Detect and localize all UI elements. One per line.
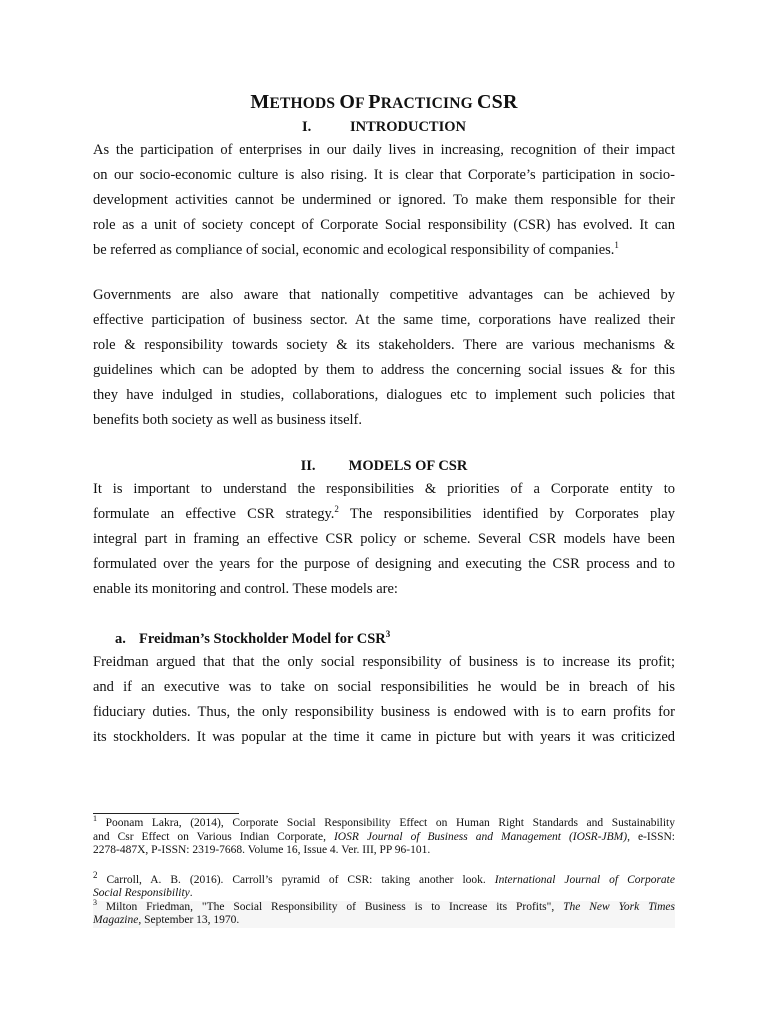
text-line: Governments are also aware that nationally competitive advantages can be achieved by (93, 287, 675, 303)
footnote-line: 2278-487X, P-ISSN: 2319-7668. Volume 16, Issue 4. Ver. III, PP 96-101. (93, 844, 431, 856)
paragraph-introduction-2 (93, 283, 675, 433)
text-line (93, 238, 675, 263)
text-line: fiduciary duties. Thus, the only responsibility business is endowed with is to earn profits for (93, 704, 675, 720)
text-line: role & responsibility towards society & its stakeholders. There are various mechanisms & (93, 337, 675, 353)
page-title (93, 88, 675, 116)
footnote-text: Milton Friedman, "The Social Responsibility of Business is to Increase its Profits", (97, 900, 564, 913)
text-line: formulated over the years for the purpose of designing and executing the CSR process and to (93, 556, 675, 572)
text-line: guidelines which can be adopted by them to address the concerning social issues & for this (93, 362, 675, 378)
text-line: It is important to understand the responsibilities & priorities of a Corporate entity to (93, 481, 675, 497)
footnote-line (93, 897, 675, 915)
text-line: and if an executive was to take on social responsibilities he would be in breach of his (93, 679, 675, 695)
title-part: RACTICING (380, 95, 477, 112)
text-line: on our socio-economic culture is also rising. It is clear that Corporate’s participation in socio- (93, 167, 675, 183)
text-line: effective participation of business sector. At the same time, corporations have realized their (93, 312, 675, 328)
text-line: benefits both society as well as business itself. (93, 412, 363, 428)
text-line: integral part in framing an effective CSR policy or scheme. Several CSR models have been (93, 531, 675, 547)
footnote-separator (93, 813, 239, 814)
footnote-ref-2[interactable]: 2 (334, 504, 339, 515)
footnote-ref-1[interactable]: 1 (614, 240, 619, 251)
text-line-content: be referred as compliance of social, economic and ecological responsibility of companies. (93, 242, 615, 258)
footnote-journal: Magazine (93, 914, 139, 926)
text-line: As the participation of enterprises in our daily lives in increasing, recognition of their impact (93, 142, 675, 158)
text-line: its stockholders. It was popular at the time it came in picture but with years it was criticized (93, 729, 675, 745)
footnote-text: , September 13, 1970. (138, 914, 240, 926)
footnote-1 (93, 814, 675, 858)
title-part: ETHODS (269, 95, 340, 112)
footnote-mark: 1 (93, 814, 97, 824)
subsection-heading-freidman (115, 628, 675, 650)
footnote-2 (93, 869, 675, 901)
section-heading-models (93, 455, 675, 477)
footnote-mark: 2 (93, 869, 98, 880)
footnote-journal: International Journal of Corporate (494, 873, 675, 886)
paragraph-freidman (93, 650, 675, 750)
paragraph-introduction-1 (93, 138, 675, 263)
title-part: F (355, 95, 369, 112)
section-heading-text: INTRODUCTION (349, 119, 466, 135)
text-line-content: formulate an effective CSR strategy. (93, 506, 335, 522)
section-heading-text: MODELS OF CSR (348, 458, 468, 474)
footnote-line (93, 914, 675, 928)
section-heading-introduction (93, 116, 675, 138)
text-line: role as a unit of society concept of Corporate Social responsibility (CSR) has evolved. It can (93, 217, 675, 233)
subsection-heading-text: Freidman’s Stockholder Model for CSR (139, 631, 386, 647)
title-part: O (339, 91, 356, 113)
title-part: M (250, 91, 270, 113)
text-line-content: The responsibilities identified by Corporates play (338, 506, 675, 522)
title-part: P (368, 91, 381, 113)
text-line: Freidman argued that that the only social responsibility of business is to increase its profit; (93, 654, 675, 670)
footnote-ref-3[interactable]: 3 (385, 629, 391, 640)
footnote-line (93, 869, 675, 888)
document-page (93, 88, 675, 750)
text-line: enable its monitoring and control. These models are: (93, 581, 398, 597)
footnote-text: Carroll, A. B. (2016). Carroll’s pyramid of CSR: taking another look. (97, 873, 495, 886)
footnote-mark: 3 (93, 897, 97, 907)
title-part: CSR (477, 91, 518, 113)
footnote-journal: The New York Times (563, 900, 675, 913)
footnote-text: , e-ISSN: (627, 830, 675, 843)
footnote-journal: IOSR Journal of Business and Management (IOSR-JBM) (333, 830, 628, 843)
footnote-3 (93, 897, 675, 928)
section-number: II. (300, 458, 316, 474)
text-line: development activities cannot be undermined or ignored. To make them responsible for their (93, 192, 675, 208)
footnote-line (93, 887, 675, 901)
footnotes (93, 814, 675, 928)
paragraph-models-1 (93, 477, 675, 602)
footnote-text: . (189, 887, 193, 899)
footnote-text: and Csr Effect on Various Indian Corporate, (93, 830, 334, 843)
footnote-line (93, 831, 675, 845)
footnote-line (93, 814, 675, 831)
footnote-journal: Social Responsibility (93, 887, 190, 899)
text-line: they have indulged in studies, collaborations, dialogues etc to implement such policies that (93, 387, 675, 403)
subsection-letter: a. (115, 631, 126, 647)
text-line (93, 502, 675, 527)
footnote-text: Poonam Lakra, (2014), Corporate Social Responsibility Effect on Human Right Standards and Sustainability (97, 817, 675, 829)
section-number: I. (301, 119, 312, 135)
